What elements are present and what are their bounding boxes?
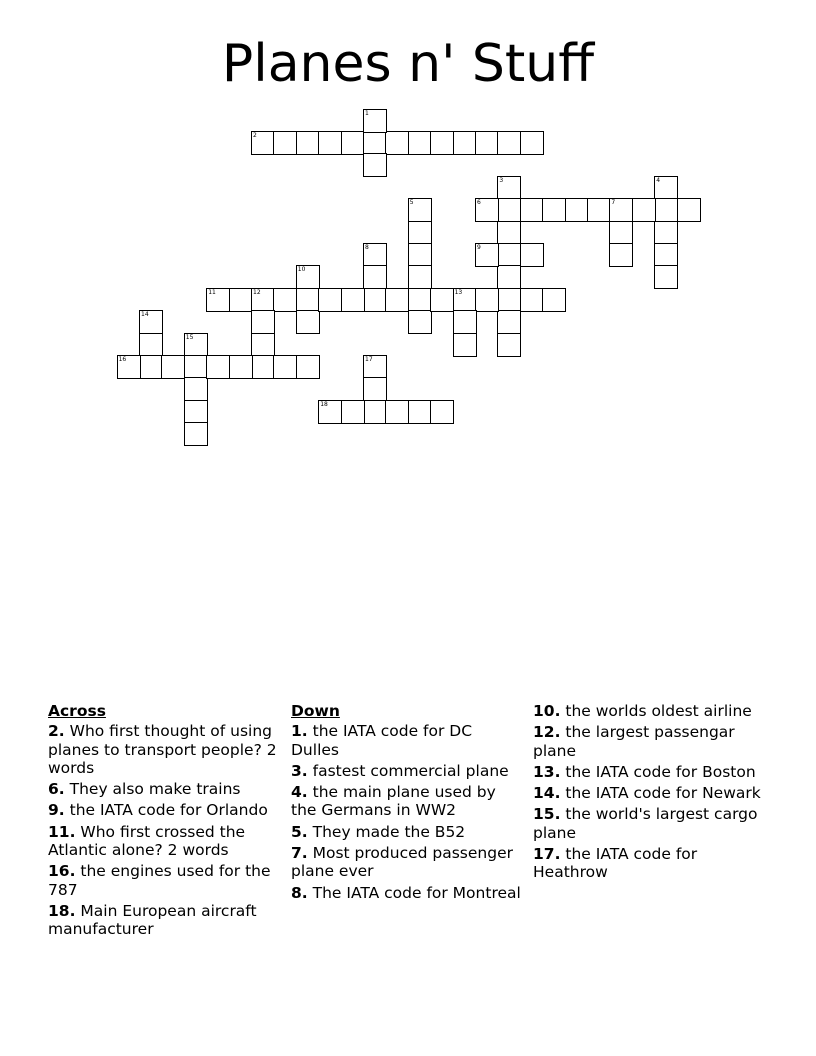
clue-number: 15. [533, 805, 561, 824]
grid-cell[interactable] [161, 355, 185, 379]
down-clues-continued [533, 702, 763, 885]
clue-number: 2. [48, 722, 65, 741]
grid-cell[interactable] [408, 131, 432, 155]
grid-cell[interactable] [609, 243, 633, 267]
grid-cell[interactable] [497, 198, 521, 222]
clue-number: 8. [291, 883, 308, 902]
clue-item [533, 723, 763, 760]
grid-cell[interactable] [520, 198, 544, 222]
clue-text: Most produced passenger plane ever [291, 844, 513, 881]
clue-number: 17. [533, 845, 561, 864]
grid-cell[interactable] [475, 243, 499, 267]
clue-item [533, 845, 763, 882]
grid-cell[interactable] [497, 265, 521, 289]
clue-number: 9. [48, 801, 65, 820]
grid-cell[interactable] [430, 400, 454, 424]
clue-item [48, 862, 278, 899]
grid-cell[interactable] [251, 310, 275, 334]
grid-cell[interactable] [542, 198, 566, 222]
grid-cell[interactable] [184, 377, 208, 401]
clue-text: the largest passengar plane [533, 723, 735, 760]
grid-cell[interactable] [117, 355, 141, 379]
grid-cell[interactable] [520, 288, 544, 312]
page-title: Planes n' Stuff [221, 34, 595, 94]
clue-text: They also make trains [64, 780, 241, 799]
clue-text: the IATA code for DC Dulles [291, 722, 473, 759]
clue-number: 10. [533, 702, 561, 720]
grid-cell[interactable] [542, 288, 566, 312]
clue-text: the IATA code for Newark [560, 784, 761, 803]
grid-cell[interactable] [341, 288, 365, 312]
grid-cell[interactable] [497, 288, 521, 312]
clue-text: Who first crossed the Atlantic alone? 2 words [48, 822, 246, 860]
grid-cell[interactable] [497, 176, 521, 200]
grid-cell[interactable] [430, 131, 454, 155]
grid-cell[interactable] [408, 221, 432, 245]
clue-item [48, 780, 278, 798]
clue-text: the world's largest cargo plane [533, 805, 758, 842]
clue-item [291, 722, 521, 759]
cell-number: 16 [118, 356, 127, 363]
grid-cell[interactable] [654, 198, 678, 222]
grid-cell[interactable] [475, 198, 499, 222]
grid-cell[interactable] [497, 221, 521, 245]
cell-number: 7 [611, 199, 616, 207]
grid-cell[interactable] [408, 310, 432, 334]
grid-cell[interactable] [408, 265, 432, 289]
clue-item [291, 762, 521, 780]
cell-number: 18 [320, 400, 328, 408]
grid-cell[interactable] [587, 198, 611, 222]
cell-number: 15 [185, 333, 194, 341]
clue-text: fastest commercial plane [307, 761, 509, 780]
cell-number: 2 [253, 132, 257, 139]
cell-number: 6 [477, 199, 481, 207]
grid-cell[interactable] [229, 288, 253, 312]
cell-number: 8 [365, 244, 369, 251]
clue-item [48, 722, 278, 777]
grid-cell[interactable] [654, 243, 678, 267]
across-clues [48, 702, 278, 942]
grid-cell[interactable] [184, 422, 208, 446]
grid-cell[interactable] [385, 400, 409, 424]
grid-cell[interactable] [296, 310, 320, 334]
clue-number: 1. [291, 722, 308, 741]
grid-cell[interactable] [453, 333, 477, 357]
clue-item [48, 902, 278, 939]
clue-number: 5. [291, 822, 308, 841]
clue-item [291, 884, 521, 902]
cell-number: 9 [477, 244, 481, 251]
grid-cell[interactable] [363, 265, 387, 289]
clue-text: The IATA code for Montreal [307, 883, 521, 902]
clue-number: 7. [291, 844, 308, 863]
grid-cell[interactable] [520, 243, 544, 267]
clue-item [291, 844, 521, 881]
down-clues [291, 702, 521, 905]
grid-cell[interactable] [385, 131, 409, 155]
grid-cell[interactable] [341, 131, 365, 155]
grid-cell[interactable] [475, 131, 499, 155]
clue-text: Main European aircraft manufacturer [48, 901, 257, 939]
grid-cell[interactable] [318, 288, 342, 312]
grid-cell[interactable] [341, 400, 365, 424]
grid-cell[interactable] [363, 243, 387, 267]
grid-cell[interactable] [184, 355, 208, 379]
grid-cell[interactable] [654, 265, 678, 289]
grid-cell[interactable] [363, 377, 387, 401]
clue-number: 12. [533, 723, 561, 742]
grid-cell[interactable] [385, 288, 409, 312]
crossword-grid [0, 0, 816, 460]
grid-cell[interactable] [497, 333, 521, 357]
clue-number: 13. [533, 762, 561, 781]
clue-text: the engines used for the 787 [48, 862, 271, 899]
grid-cell[interactable] [251, 131, 275, 155]
grid-cell[interactable] [453, 310, 477, 334]
clue-text: the IATA code for Heathrow [533, 845, 698, 882]
cell-number: 1 [365, 109, 369, 117]
grid-cell[interactable] [318, 131, 342, 155]
clue-item [48, 823, 278, 860]
clue-item [533, 784, 763, 802]
grid-cell[interactable] [408, 198, 432, 222]
clue-number: 6. [48, 780, 65, 799]
cell-number: 17 [365, 356, 373, 363]
cell-number: 10 [297, 266, 306, 274]
clue-text: the IATA code for Orlando [64, 801, 268, 820]
grid-cell[interactable] [497, 131, 521, 155]
grid-cell[interactable] [654, 176, 678, 200]
down-heading: Down [291, 702, 340, 720]
clue-item [291, 783, 521, 820]
clue-text: the main plane used by the Germans in WW2 [291, 783, 496, 820]
grid-cell[interactable] [273, 131, 297, 155]
grid-cell[interactable] [430, 288, 454, 312]
cell-number: 3 [499, 176, 504, 184]
grid-cell[interactable] [497, 243, 521, 267]
grid-cell[interactable] [453, 131, 477, 155]
grid-cell[interactable] [654, 221, 678, 245]
clue-item [533, 763, 763, 781]
grid-cell[interactable] [363, 288, 387, 312]
grid-cell[interactable] [565, 198, 589, 222]
cell-number: 13 [454, 288, 463, 296]
clue-number: 16. [48, 862, 76, 881]
grid-cell[interactable] [296, 355, 320, 379]
clue-text: They made the B52 [307, 822, 466, 841]
grid-cell[interactable] [251, 333, 275, 357]
clue-item [533, 805, 763, 842]
clue-number: 18. [48, 901, 76, 920]
grid-cell[interactable] [363, 400, 387, 424]
cell-number: 14 [141, 311, 149, 319]
grid-cell[interactable] [139, 355, 163, 379]
grid-cell[interactable] [206, 288, 230, 312]
grid-cell[interactable] [139, 333, 163, 357]
grid-cell[interactable] [632, 198, 656, 222]
grid-cell[interactable] [139, 310, 163, 334]
across-heading: Across [48, 702, 106, 720]
clue-text: the IATA code for Boston [560, 762, 756, 781]
clue-number: 11. [48, 822, 76, 841]
grid-cell[interactable] [609, 198, 633, 222]
clue-item [533, 702, 763, 720]
grid-cell[interactable] [408, 400, 432, 424]
grid-cell[interactable] [677, 198, 701, 222]
grid-cell[interactable] [229, 355, 253, 379]
clue-item [291, 823, 521, 841]
grid-cell[interactable] [408, 243, 432, 267]
clue-text: Who first thought of using planes to transport people? 2 words [48, 722, 277, 777]
grid-cell[interactable] [251, 355, 275, 379]
grid-cell[interactable] [206, 355, 230, 379]
grid-cell[interactable] [475, 288, 499, 312]
grid-cell[interactable] [363, 153, 387, 177]
grid-cell[interactable] [363, 131, 387, 155]
grid-cell[interactable] [296, 265, 320, 289]
grid-cell[interactable] [273, 288, 297, 312]
grid-cell[interactable] [520, 131, 544, 155]
grid-cell[interactable] [296, 131, 320, 155]
cell-number: 5 [409, 199, 414, 207]
grid-cell[interactable] [363, 355, 387, 379]
cell-number: 4 [656, 176, 661, 184]
grid-cell[interactable] [497, 310, 521, 334]
clue-number: 14. [533, 784, 561, 803]
grid-cell[interactable] [251, 288, 275, 312]
grid-cell[interactable] [609, 221, 633, 245]
cell-number: 12 [253, 288, 261, 296]
clue-number: 4. [291, 783, 308, 802]
grid-cell[interactable] [184, 333, 208, 357]
grid-cell[interactable] [273, 355, 297, 379]
clue-number: 3. [291, 761, 308, 780]
grid-cell[interactable] [363, 109, 387, 133]
clue-text: the worlds oldest airline [560, 702, 752, 720]
grid-cell[interactable] [184, 400, 208, 424]
cell-number: 11 [208, 288, 216, 296]
grid-cell[interactable] [296, 288, 320, 312]
grid-cell[interactable] [453, 288, 477, 312]
grid-cell[interactable] [318, 400, 342, 424]
clue-item [48, 801, 278, 819]
grid-cell[interactable] [408, 288, 432, 312]
